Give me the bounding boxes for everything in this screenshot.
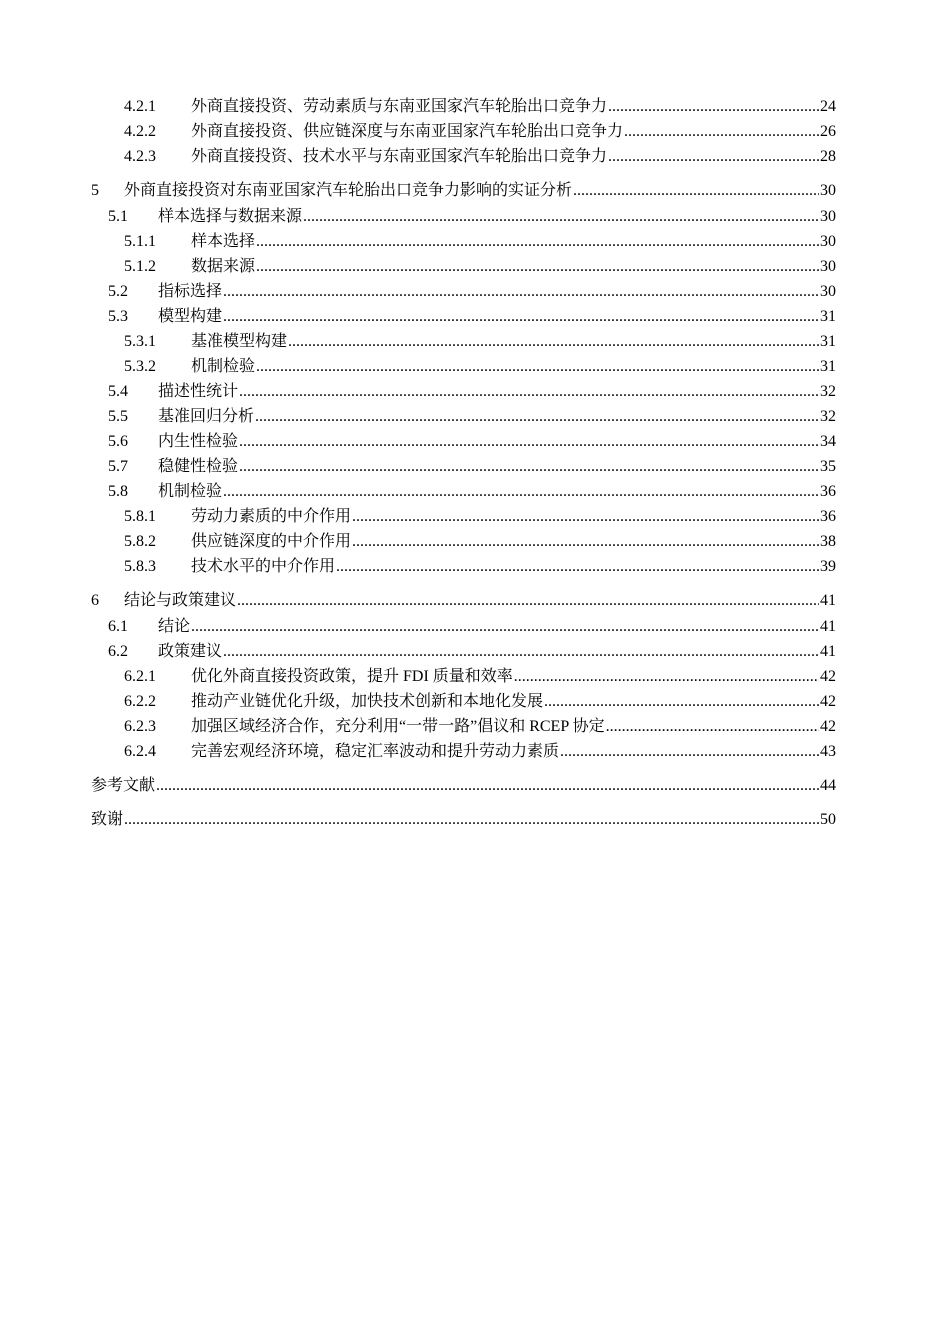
table-of-contents [91, 92, 836, 831]
toc-entry-number: 5.1.2 [124, 258, 156, 275]
toc-entry-number: 5.8.3 [124, 558, 156, 575]
toc-entry-page-number: 32 [820, 383, 836, 400]
toc-entry-title: 完善宏观经济环境，稳定汇率波动和提升劳动力素质 [191, 743, 560, 760]
toc-entry-title: 外商直接投资、供应链深度与东南亚国家汽车轮胎出口竞争力 [191, 123, 624, 140]
toc-dot-leader [256, 257, 819, 277]
toc-entry-number: 6.2.1 [124, 668, 156, 685]
toc-entry-title: 基准回归分析 [158, 408, 255, 425]
toc-entry[interactable] [91, 352, 836, 377]
toc-entry[interactable] [91, 477, 836, 502]
toc-entry-page-number: 30 [820, 182, 836, 199]
toc-entry[interactable] [91, 586, 836, 611]
toc-entry-title: 机制检验 [158, 483, 223, 500]
toc-entry-page-number: 30 [820, 233, 836, 250]
toc-entry-title: 劳动力素质的中介作用 [191, 508, 352, 525]
toc-entry-title: 推动产业链优化升级，加快技术创新和本地化发展 [191, 693, 544, 710]
toc-entry-page-number: 30 [820, 208, 836, 225]
toc-entry-number: 6.1 [108, 618, 128, 635]
toc-entry-page-number: 50 [820, 811, 836, 828]
toc-dot-leader [573, 181, 819, 201]
toc-entry-number: 4.2.2 [124, 123, 156, 140]
toc-entry-title: 内生性检验 [158, 433, 239, 450]
toc-entry[interactable] [91, 402, 836, 427]
toc-entry[interactable] [91, 712, 836, 737]
toc-entry-title: 供应链深度的中介作用 [191, 533, 352, 550]
toc-entry[interactable] [91, 662, 836, 687]
toc-entry-page-number: 41 [820, 618, 836, 635]
toc-entry-page-number: 38 [820, 533, 836, 550]
toc-dot-leader [608, 147, 819, 167]
toc-entry-number: 4.2.3 [124, 148, 156, 165]
toc-dot-leader [255, 407, 819, 427]
toc-dot-leader [624, 122, 819, 142]
toc-entry-number: 5.5 [108, 408, 128, 425]
toc-entry[interactable] [91, 117, 836, 142]
toc-entry-title: 技术水平的中介作用 [191, 558, 336, 575]
toc-entry-title: 外商直接投资对东南亚国家汽车轮胎出口竞争力影响的实证分析 [124, 182, 573, 199]
toc-dot-leader [303, 207, 819, 227]
toc-dot-leader [124, 810, 819, 830]
toc-entry[interactable] [91, 502, 836, 527]
toc-entry-number: 5.8.1 [124, 508, 156, 525]
toc-dot-leader [239, 432, 819, 452]
toc-dot-leader [156, 776, 819, 796]
toc-entry-page-number: 31 [820, 333, 836, 350]
toc-dot-leader [560, 742, 819, 762]
toc-entry-page-number: 43 [820, 743, 836, 760]
toc-entry-number: 6.2.4 [124, 743, 156, 760]
toc-dot-leader [223, 482, 819, 502]
toc-entry-number: 5 [91, 182, 99, 199]
toc-entry-number: 5.3 [108, 308, 128, 325]
toc-entry[interactable] [91, 552, 836, 577]
toc-entry-title: 政策建议 [158, 643, 223, 660]
toc-entry[interactable] [91, 527, 836, 552]
toc-entry-number: 5.7 [108, 458, 128, 475]
toc-dot-leader [223, 307, 819, 327]
toc-entry-title: 指标选择 [158, 283, 223, 300]
toc-dot-leader [256, 232, 819, 252]
toc-entry-page-number: 30 [820, 283, 836, 300]
toc-dot-leader [514, 667, 819, 687]
toc-entry-number: 5.4 [108, 383, 128, 400]
toc-dot-leader [237, 591, 819, 611]
toc-entry-page-number: 42 [820, 718, 836, 735]
toc-entry[interactable] [91, 176, 836, 201]
toc-entry-page-number: 35 [820, 458, 836, 475]
toc-entry-title: 稳健性检验 [158, 458, 239, 475]
toc-entry-page-number: 32 [820, 408, 836, 425]
toc-entry-number: 5.3.2 [124, 358, 156, 375]
toc-entry-title: 模型构建 [158, 308, 223, 325]
toc-dot-leader [336, 557, 819, 577]
toc-entry-page-number: 41 [820, 643, 836, 660]
toc-entry-page-number: 28 [820, 148, 836, 165]
toc-entry-page-number: 31 [820, 308, 836, 325]
toc-entry-title: 样本选择与数据来源 [158, 208, 303, 225]
toc-dot-leader [606, 717, 819, 737]
toc-dot-leader [239, 382, 819, 402]
toc-entry[interactable] [91, 252, 836, 277]
toc-entry-number: 5.1.1 [124, 233, 156, 250]
toc-entry-page-number: 26 [820, 123, 836, 140]
toc-entry-title: 数据来源 [191, 258, 256, 275]
toc-entry-title: 外商直接投资、技术水平与东南亚国家汽车轮胎出口竞争力 [191, 148, 608, 165]
toc-entry-page-number: 42 [820, 693, 836, 710]
toc-entry[interactable] [91, 612, 836, 637]
toc-entry-number: 5.3.1 [124, 333, 156, 350]
toc-entry-title: 参考文献 [91, 777, 156, 794]
toc-entry-title: 样本选择 [191, 233, 256, 250]
toc-entry[interactable] [91, 302, 836, 327]
toc-entry-number: 6.2 [108, 643, 128, 660]
toc-entry-page-number: 30 [820, 258, 836, 275]
toc-entry-page-number: 36 [820, 483, 836, 500]
toc-entry[interactable] [91, 737, 836, 762]
toc-dot-leader [191, 617, 819, 637]
toc-dot-leader [256, 357, 819, 377]
toc-entry-page-number: 44 [820, 777, 836, 794]
toc-entry-page-number: 42 [820, 668, 836, 685]
toc-entry-page-number: 41 [820, 592, 836, 609]
toc-entry-number: 6 [91, 592, 99, 609]
toc-entry[interactable] [91, 277, 836, 302]
toc-entry[interactable] [91, 805, 836, 830]
toc-dot-leader [239, 457, 819, 477]
toc-entry[interactable] [91, 377, 836, 402]
toc-entry-page-number: 31 [820, 358, 836, 375]
toc-entry[interactable] [91, 202, 836, 227]
toc-entry-number: 5.8 [108, 483, 128, 500]
toc-entry-title: 加强区域经济合作，充分利用“一带一路”倡议和 RCEP 协定 [191, 718, 605, 735]
toc-entry-title: 结论 [158, 618, 191, 635]
toc-entry-page-number: 39 [820, 558, 836, 575]
toc-dot-leader [608, 97, 819, 117]
toc-entry-title: 致谢 [91, 811, 124, 828]
toc-entry-number: 5.6 [108, 433, 128, 450]
toc-entry-number: 5.1 [108, 208, 128, 225]
toc-entry[interactable] [91, 327, 836, 352]
toc-entry[interactable] [91, 142, 836, 167]
toc-entry-number: 6.2.2 [124, 693, 156, 710]
toc-entry[interactable] [91, 92, 836, 117]
toc-entry-number: 6.2.3 [124, 718, 156, 735]
toc-entry-number: 4.2.1 [124, 98, 156, 115]
toc-dot-leader [223, 282, 819, 302]
toc-entry-title: 描述性统计 [158, 383, 239, 400]
toc-entry[interactable] [91, 687, 836, 712]
toc-entry-title: 机制检验 [191, 358, 256, 375]
toc-entry[interactable] [91, 452, 836, 477]
toc-entry-page-number: 36 [820, 508, 836, 525]
toc-entry-title: 基准模型构建 [191, 333, 288, 350]
toc-entry-title: 外商直接投资、劳动素质与东南亚国家汽车轮胎出口竞争力 [191, 98, 608, 115]
toc-dot-leader [288, 332, 819, 352]
toc-entry-number: 5.2 [108, 283, 128, 300]
toc-entry[interactable] [91, 771, 836, 796]
toc-dot-leader [352, 532, 819, 552]
toc-dot-leader [352, 507, 819, 527]
toc-entry[interactable] [91, 227, 836, 252]
toc-entry[interactable] [91, 427, 836, 452]
toc-entry-page-number: 24 [820, 98, 836, 115]
toc-dot-leader [544, 692, 819, 712]
toc-entry-title: 结论与政策建议 [124, 592, 237, 609]
toc-dot-leader [223, 642, 819, 662]
toc-entry[interactable] [91, 637, 836, 662]
toc-entry-title: 优化外商直接投资政策，提升 FDI 质量和效率 [191, 668, 513, 685]
toc-entry-number: 5.8.2 [124, 533, 156, 550]
toc-entry-page-number: 34 [820, 433, 836, 450]
